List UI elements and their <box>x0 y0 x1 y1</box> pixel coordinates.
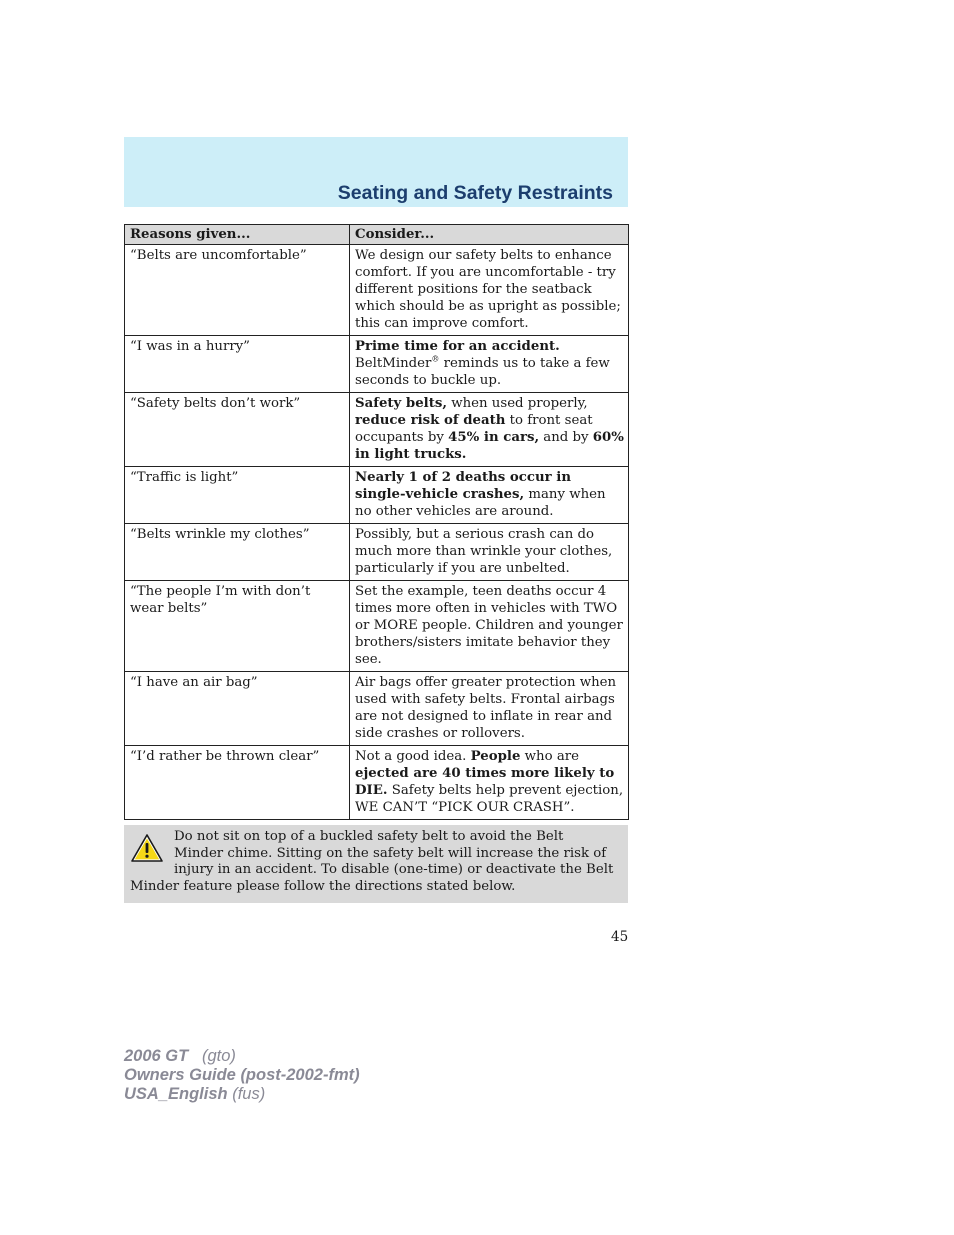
bold-text: Nearly 1 of 2 deaths occur in single-vehicle crashes, <box>355 470 572 502</box>
bold-text: 45% in cars, <box>448 430 540 445</box>
table-row <box>125 672 629 746</box>
footer-model-code: (gto) <box>201 1047 236 1065</box>
reason-cell: “Safety belts don’t work” <box>125 393 350 467</box>
page-number: 45 <box>611 929 629 945</box>
text-segment: BeltMinder <box>355 356 432 371</box>
text-segment: when used properly, <box>446 396 588 411</box>
section-title: Seating and Safety Restraints <box>337 182 613 204</box>
consider-cell <box>350 245 629 336</box>
consider-cell <box>350 336 629 393</box>
registered-mark: ® <box>431 354 440 364</box>
warning-triangle-icon <box>130 833 164 863</box>
warning-box <box>124 825 628 903</box>
table-row <box>125 581 629 672</box>
table-header-row <box>125 225 629 245</box>
column-header-consider: Consider... <box>350 225 629 245</box>
table-row <box>125 746 629 820</box>
bold-text: ejected are 40 times more likely to DIE. <box>355 766 615 798</box>
footer-line-2: Owners Guide (post-2002-fmt) <box>124 1066 360 1084</box>
footer-line-1 <box>124 1047 360 1066</box>
table-row <box>125 524 629 581</box>
footer-line-3 <box>124 1085 360 1104</box>
text-segment: Air bags offer greater protection when used with safety belts. Frontal airbags are not designed to inflate in rear and side crashes or rollovers. <box>355 675 617 741</box>
consider-cell <box>350 746 629 820</box>
consider-cell <box>350 672 629 746</box>
footer-language-code: (fus) <box>232 1085 266 1103</box>
reason-cell: “The people I’m with don’t wear belts” <box>125 581 350 672</box>
consider-cell <box>350 581 629 672</box>
reason-cell: “I’d rather be thrown clear” <box>125 746 350 820</box>
bold-text: reduce risk of death <box>355 413 506 428</box>
footer-language: USA_English <box>124 1085 228 1103</box>
table-row <box>125 393 629 467</box>
bold-text: People <box>470 749 521 764</box>
reason-cell: “Belts are uncomfortable” <box>125 245 350 336</box>
text-segment: many when no other vehicles are around. <box>355 487 606 519</box>
reason-cell: “I have an air bag” <box>125 672 350 746</box>
consider-cell <box>350 467 629 524</box>
table-body <box>125 245 629 820</box>
reason-cell: “Belts wrinkle my clothes” <box>125 524 350 581</box>
bold-text: 60% in light trucks. <box>355 430 624 462</box>
consider-cell <box>350 524 629 581</box>
text-segment: We design our safety belts to enhance comfort. If you are uncomfortable - try different positions for the seatback which should be as upright as possible; this can improve comfort. <box>355 248 621 331</box>
reason-cell: “I was in a hurry” <box>125 336 350 393</box>
text-segment: reminds us to take a few seconds to buckle up. <box>355 356 610 388</box>
text-segment: Not a good idea. <box>355 749 471 764</box>
table-row <box>125 245 629 336</box>
text-segment: Set the example, teen deaths occur 4 times more often in vehicles with TWO or MORE people. Children and younger brothers/sisters imitate behavior they see. <box>355 584 623 667</box>
warning-text: Do not sit on top of a buckled safety belt to avoid the Belt Minder chime. Sitting on the safety belt will increase the risk of injury in an accident. To disable (one-time) or deactivate the Belt Minder feature please follow the directions stated below. <box>130 829 614 894</box>
table-row <box>125 467 629 524</box>
reason-cell: “Traffic is light” <box>125 467 350 524</box>
column-header-reasons: Reasons given... <box>125 225 350 245</box>
document-footer <box>124 1047 360 1104</box>
text-segment: who are <box>520 749 579 764</box>
bold-text: Prime time for an accident. <box>355 339 560 354</box>
reasons-table <box>124 224 629 820</box>
text-segment: Possibly, but a serious crash can do much more than wrinkle your clothes, particularly if you are unbelted. <box>355 527 613 576</box>
section-header-band <box>124 137 628 207</box>
text-segment: Safety belts help prevent ejection, WE CAN’T “PICK OUR CRASH”. <box>355 783 624 815</box>
text-segment: and by <box>539 430 593 445</box>
consider-cell <box>350 393 629 467</box>
footer-model: 2006 GT <box>124 1047 189 1065</box>
table-row <box>125 336 629 393</box>
bold-text: Safety belts, <box>355 396 447 411</box>
text-segment: to front seat occupants by <box>355 413 593 445</box>
